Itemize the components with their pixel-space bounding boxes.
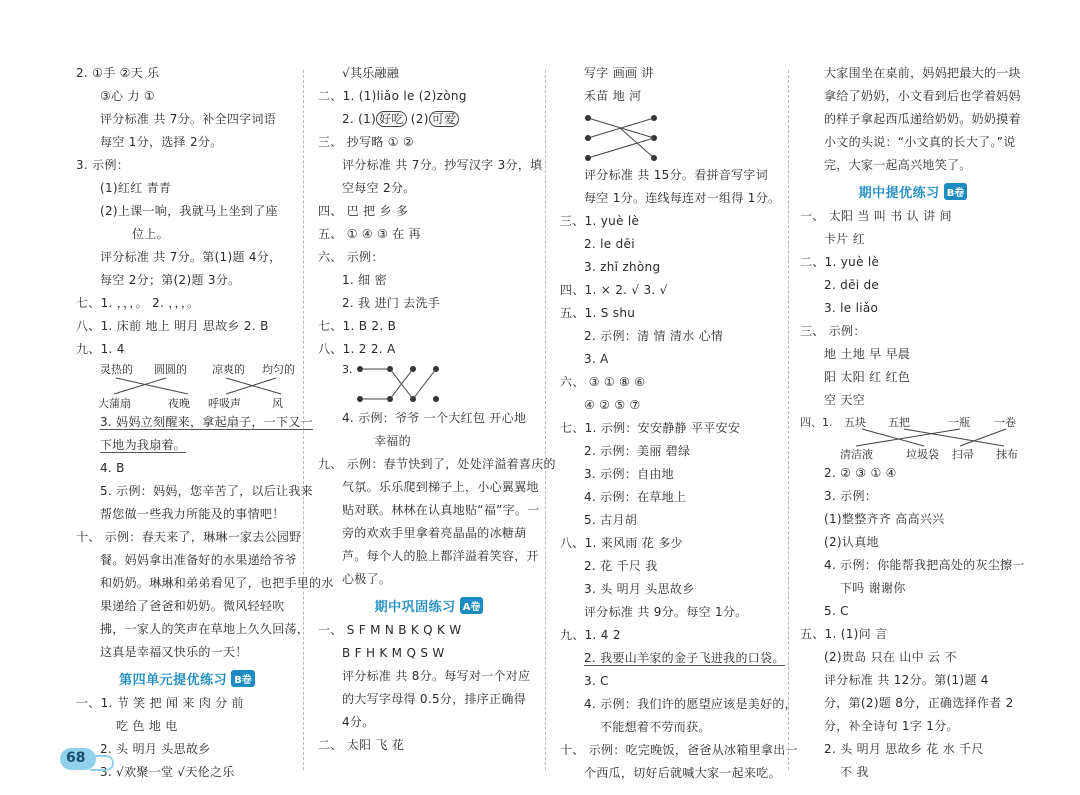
page-number-swirl	[90, 755, 114, 771]
dot-matching-diagram: 3.	[318, 361, 540, 407]
answer-line: 2. 头 明月 头思故乡	[100, 742, 211, 756]
answer-line: 2. 我 进门 去洗手	[342, 296, 441, 310]
match-label: 大蒲扇	[98, 397, 131, 410]
answer-line: 九、 示例：春节快到了，处处洋溢着喜庆的	[318, 457, 556, 471]
answer-line: 写字 画画 讲	[584, 66, 654, 80]
answer-line: 五、 ① ④ ③ 在 再	[318, 227, 421, 241]
section-badge: B卷	[944, 183, 968, 200]
match-label: 垃圾袋	[906, 448, 939, 461]
answer-line: 四、1. × 2. √ 3. √	[560, 283, 668, 297]
answer-line: 2. 我要山羊家的金子飞进我的口袋。	[584, 651, 785, 665]
answer-column-3	[560, 62, 798, 785]
answer-line: 卡片 红	[824, 232, 866, 246]
match-label: 一卷	[994, 416, 1016, 429]
answer-line: 3. le liǎo	[824, 301, 879, 315]
section-badge: A卷	[460, 597, 484, 614]
answer-line: 个西瓜，切好后就喊大家一起来吃。	[584, 766, 781, 780]
scoring-line: 分，补全诗句 1字 1分。	[824, 719, 959, 733]
answer-line: 八、1. 来风雨 花 多少	[560, 536, 683, 550]
answer-line: 拂，一家人的笑声在草地上久久回荡，	[100, 622, 310, 636]
answer-line: 气氛。乐乐爬到梯子上，小心翼翼地	[342, 480, 539, 494]
match-label: 扫帚	[952, 448, 974, 461]
answer-line: 2. 示例：美丽 碧绿	[584, 444, 691, 458]
answer-line: 和奶奶。琳琳和弟弟看见了，也把手里的水	[100, 576, 334, 590]
answer-line: (1)红红 青青	[100, 181, 172, 195]
answer-line: 5. 示例：妈妈，您辛苦了，以后让我来	[100, 484, 313, 498]
answer-line: 2. ② ③ ① ④	[824, 466, 897, 480]
scoring-line: 评分标准 共 9分。每空 1分。	[584, 605, 748, 619]
answer-line: 这真是幸福又快乐的一天！	[100, 645, 248, 659]
scoring-line: 评分标准 共 15分。看拼音写字词	[584, 168, 768, 182]
answer-line: 3. 示例：自由地	[584, 467, 674, 481]
answer-line: 2. (1) 好吃 (2) 可爱	[318, 108, 540, 131]
answer-line: √其乐融融	[342, 66, 400, 80]
scoring-line: 每空 2分；第(2)题 3分。	[100, 273, 241, 287]
scoring-line: 评分标准 共 7分。抄写汉字 3分，填	[342, 158, 543, 172]
match-label: 夜晚	[168, 397, 190, 410]
answer-line: 3. 示例：	[824, 489, 878, 503]
match-label: 五块	[844, 416, 866, 429]
answer-line: 5. 古月胡	[584, 513, 638, 527]
answer-line: 幸福的	[374, 434, 411, 448]
answer-line: 五、1. (1)问 言	[800, 627, 888, 641]
answer-line: (1)整整齐齐 高高兴兴	[824, 512, 945, 526]
answer-line: 九、1. 4	[76, 342, 125, 356]
answer-line: 果递给了爸爸和奶奶。微风轻轻吹	[100, 599, 285, 613]
column-divider	[545, 70, 546, 770]
answer-line: 八、1. 2 2. A	[318, 342, 396, 356]
answer-line: 2. 示例：清 情 清水 心情	[584, 329, 724, 343]
answer-line: 2. ①手 ②天 乐	[76, 66, 160, 80]
match-label: 一瓶	[948, 416, 970, 429]
answer-line: 2. le dēi	[584, 237, 635, 251]
section-title: 期中巩固练习	[374, 599, 456, 615]
scoring-line: 评分标准 共 7分。补全四字词语	[100, 112, 277, 126]
match-label: 呼吸声	[208, 397, 241, 410]
scoring-line: 空每空 2分。	[342, 181, 416, 195]
page-number: 68	[66, 750, 86, 766]
answer-line: 小文的头说：“小文真的长大了。”说	[824, 135, 1016, 149]
answer-line: 位上。	[132, 227, 169, 241]
answer-line: 旁的欢欢手里拿着亮晶晶的冰糖葫	[342, 526, 527, 540]
answer-line: 餐。妈妈拿出准备好的水果递给爷爷	[100, 553, 297, 567]
answer-line: 3. zhǐ zhòng	[584, 260, 661, 274]
answer-line: 三、1. yuè lè	[560, 214, 640, 228]
answer-line: 七、1. ，，，。 2. ，，，。	[76, 296, 200, 310]
match-label: 圆圆的	[154, 363, 187, 376]
circled-answer: 好吃	[376, 111, 407, 127]
answer-line: 九、1. 4 2	[560, 628, 621, 642]
answer-line: 二、1. yuè lè	[800, 255, 880, 269]
answer-line: 二、 太阳 飞 花	[318, 738, 405, 752]
circled-answer: 可爱	[429, 111, 460, 127]
answer-line: 阳 太阳 红 红色	[824, 370, 911, 384]
answer-line: 4. 示例：你能帮我把高处的灰尘擦一	[824, 558, 1025, 572]
scoring-line: 评分标准 共 12分。第(1)题 4	[824, 673, 989, 687]
answer-line: ④ ② ⑤ ⑦	[584, 398, 641, 412]
answer-column-1	[76, 62, 334, 784]
match-label: 清洁液	[840, 448, 873, 461]
matching-diagram-4	[800, 412, 1026, 462]
answer-line: (2)上课一响，我就马上坐到了座	[100, 204, 278, 218]
matching-diagram-1	[76, 361, 298, 411]
answer-line: ③心 力 ①	[100, 89, 155, 103]
answer-line: 十、 示例：吃完晚饭，爸爸从冰箱里拿出一	[560, 743, 798, 757]
answer-line: 2. 花 千尺 我	[584, 559, 658, 573]
match-label: 风	[272, 397, 283, 410]
answer-line: 3. 妈妈立刻醒来，拿起扇子，一下又一	[100, 415, 313, 429]
answer-line: 4. 示例：我们许的愿望应该是美好的，	[584, 697, 797, 711]
match-label: 五把	[888, 416, 910, 429]
section-heading	[76, 664, 298, 692]
question-number: 四、1.	[800, 416, 833, 429]
answer-line: 吃 色 地 电	[116, 719, 178, 733]
answer-line: 3. 示例：	[76, 158, 130, 172]
scoring-line: 评分标准 共 8分。每写对一个对应	[342, 669, 531, 683]
answer-line: 4. B	[100, 461, 125, 475]
answer-line: 贴对联。林林在认真地贴“福”字。一	[342, 503, 540, 517]
answer-line: 拿给了奶奶，小文看到后也学着妈妈	[824, 89, 1021, 103]
answer-line: 三、 示例：	[800, 324, 866, 338]
answer-line: 心极了。	[342, 572, 392, 586]
dot-matching-diagram	[560, 108, 782, 164]
answer-line: 六、 示例：	[318, 250, 384, 264]
scoring-line: 的大写字母得 0.5分，排序正确得	[342, 692, 526, 706]
answer-line: 七、1. B 2. B	[318, 319, 397, 333]
match-label: 灵热的	[100, 363, 133, 376]
answer-line: 一、 太阳 当 叫 书 认 讲 间	[800, 209, 952, 223]
scoring-line: 每空 1分，选择 2分。	[100, 135, 223, 149]
answer-line: 地 土地 早 早晨	[824, 347, 911, 361]
answer-line: 5. C	[824, 604, 849, 618]
section-title: 第四单元提优练习	[119, 672, 228, 688]
answer-line: 八、1. 床前 地上 明月 思故乡 2. B	[76, 319, 269, 333]
answer-line: 的样子拿起西瓜递给奶奶。奶奶摸着	[824, 112, 1021, 126]
answer-line: 芦。每个人的脸上都洋溢着笑容，开	[342, 549, 539, 563]
answer-line: 3. C	[584, 674, 609, 688]
answer-line: B F H K M Q S W	[342, 646, 445, 660]
answer-line: 禾苗 地 河	[584, 89, 642, 103]
answer-line: (2)贵岛 只在 山中 云 不	[824, 650, 957, 664]
answer-line: 三、 抄写略 ① ②	[318, 135, 414, 149]
section-heading	[800, 177, 1026, 205]
page-number-tab	[60, 748, 118, 774]
section-title: 期中提优练习	[858, 185, 940, 201]
answer-line: 下地为我扇着。	[100, 438, 187, 452]
column-divider	[788, 70, 789, 770]
match-label: 抹布	[996, 448, 1018, 461]
answer-line: 1. 细 密	[342, 273, 387, 287]
section-badge: B卷	[231, 670, 255, 687]
answer-line: 五、1. S shu	[560, 306, 636, 320]
scoring-line: 分，第(2)题 8分，正确选择作者 2	[824, 696, 1014, 710]
answer-line: 帮您做一些我力所能及的事情吧！	[100, 507, 285, 521]
answer-line: (2)认真地	[824, 535, 879, 549]
answer-line: 4. 示例：爷爷 一个大红包 开心地	[342, 411, 527, 425]
answer-line: 二、1. (1)liǎo le (2)zòng	[318, 89, 467, 103]
answer-line: 六、 ③ ① ⑧ ⑥	[560, 375, 646, 389]
answer-line: 完，大家一起高兴地笑了。	[824, 158, 972, 172]
match-lines	[318, 361, 540, 407]
answer-line: 3. A	[584, 352, 609, 366]
scoring-line: 每空 1分。连线每连对一组得 1分。	[584, 191, 781, 205]
answer-line: 大家围坐在桌前，妈妈把最大的一块	[824, 66, 1021, 80]
answer-line: 不 我	[840, 765, 869, 779]
answer-line: 一、1. 节 笑 把 闻 来 肉 分 前	[76, 696, 244, 710]
answer-line: 七、1. 示例：安安静静 平平安安	[560, 421, 741, 435]
answer-line: 四、 巴 把 乡 多	[318, 204, 409, 218]
answer-line: 一、 S F M N B K Q K W	[318, 623, 462, 637]
answer-line: 2. dēi de	[824, 278, 880, 292]
answer-line: 4. 示例：在草地上	[584, 490, 687, 504]
section-heading	[318, 591, 540, 619]
answer-line: 空 天空	[824, 393, 866, 407]
answer-line: 3. √欢聚一堂 √天伦之乐	[100, 765, 235, 779]
scoring-line: 4分。	[342, 715, 375, 729]
answer-line: 十、 示例：春天来了，琳琳一家去公园野	[76, 530, 302, 544]
match-label: 均匀的	[262, 363, 295, 376]
answer-column-2	[318, 62, 556, 757]
answer-line: 3. 头 明月 头思故乡	[584, 582, 695, 596]
answer-line: 下吗 谢谢你	[840, 581, 906, 595]
answer-column-4	[800, 62, 1026, 784]
answer-line: 2. 头 明月 思故乡 花 水 千尺	[824, 742, 984, 756]
scoring-line: 评分标准 共 7分。第(1)题 4分，	[100, 250, 282, 264]
answer-line: 不能想着不劳而获。	[600, 720, 711, 734]
match-label: 凉爽的	[212, 363, 245, 376]
match-lines	[560, 108, 782, 164]
